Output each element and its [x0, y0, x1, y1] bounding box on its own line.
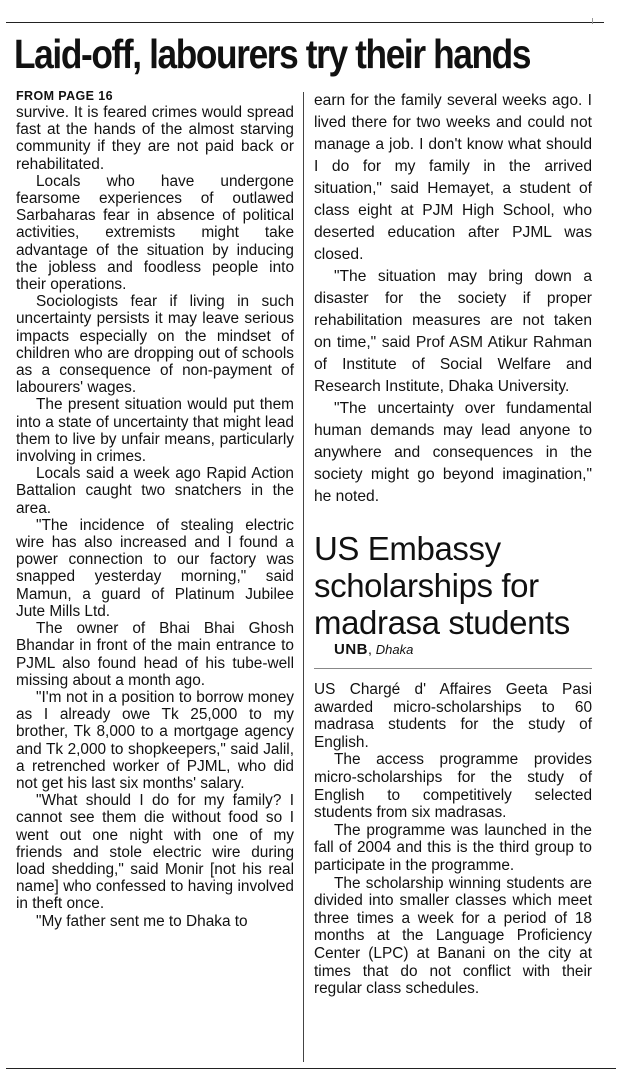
main-headline: Laid-off, labourers try their hands	[14, 31, 531, 77]
right-column	[314, 90, 592, 998]
second-story-body	[314, 681, 592, 998]
bottom-rule	[6, 1068, 616, 1069]
paragraph: "The situation may bring down a disaster for the society if proper rehabilitation measures are not taken on time," said Prof ASM Atikur Rahman of Institute of Social Welfare and Research Institute, Dhaka University.	[314, 268, 592, 395]
paragraph: "The incidence of stealing electric wire has also increased and I found a power connection to our factory was snapped yesterday morning," said Mamun, a guard of Platinum Jubilee Jute Mills Ltd.	[16, 516, 294, 620]
paragraph: The access programme provides micro-scholarships for the study of English to competitively selected students from six madrasas.	[314, 751, 592, 822]
paragraph: Locals said a week ago Rapid Action Battalion caught two snatchers in the area.	[16, 465, 294, 517]
paragraph: Locals who have undergone fearsome experiences of outlawed Sarbaharas fear in absence of political activities, extremists might take advantage of the situation by inducing the jobless and foodless people into their operations.	[16, 172, 294, 294]
column-divider	[303, 92, 304, 1062]
paragraph: "I'm not in a position to borrow money as I already owe Tk 25,000 to my brother, Tk 8,000 to a mortgage agency and Tk 2,000 to shopkeepers," said Jalil, a retrenched worker of PJML, who did not get his last six months' salary.	[16, 688, 294, 792]
paragraph: The present situation would put them into a state of uncertainty that might lead them to live by unfair means, particularly involving in crimes.	[16, 396, 294, 466]
paragraph: survive. It is feared crimes would spread fast at the hands of the almost starving community if they are not paid back or rehabilitated.	[16, 104, 294, 173]
paragraph: Sociologists fear if living in such uncertainty persists it may leave serious impacts especially on the mindset of children who are dropping out of schools as a consequence of non-payment of labourers' wages.	[16, 293, 294, 397]
paragraph: "What should I do for my family? I cannot see them die without food so I went out one night with one of my friends and stole electric wire during load shedding," said Monir [not his real name] who confessed to having involved in theft once.	[16, 792, 294, 913]
byline-separator: ,	[368, 641, 376, 657]
clipping-edge-mark	[592, 18, 603, 24]
paragraph: The programme was launched in the fall of 2004 and this is the third group to participate in the programme.	[314, 821, 592, 874]
paragraph: The owner of Bhai Bhai Ghosh Bhandar in front of the main entrance to PJML also found head of his tube-well missing about a month ago.	[16, 620, 294, 689]
paragraph: US Chargé d' Affaires Geeta Pasi awarded micro-scholarships to 60 madrasa students for the study of English.	[314, 681, 592, 751]
byline-agency: UNB	[334, 641, 368, 658]
byline-place: Dhaka	[375, 642, 414, 657]
left-column	[16, 90, 294, 930]
paragraph: The scholarship winning students are divided into smaller classes which meet three times a week for a period of 18 months at the Language Proficiency Center (LPC) at Banani on the city at times that do not conflict with their regular class schedules.	[314, 874, 592, 998]
continuation-kicker: FROM PAGE 16	[16, 89, 113, 103]
second-story-headline: US Embassy scholarships for madrasa students	[314, 530, 570, 641]
paragraph: "My father sent me to Dhaka to	[36, 912, 248, 930]
paragraph: earn for the family several weeks ago. I lived there for two weeks and could not manage a job. I don't know what should I do for my family in the arrived situation," said Hemayet, a student of class eight at PJM High School, who deserted education after PJML was closed.	[314, 92, 592, 263]
top-rule	[6, 22, 604, 23]
byline	[314, 641, 592, 669]
paragraph: "The uncertainty over fundamental human demands may lead anyone to anywhere and consequences in the society might go beyond imagination," he noted.	[314, 400, 592, 505]
